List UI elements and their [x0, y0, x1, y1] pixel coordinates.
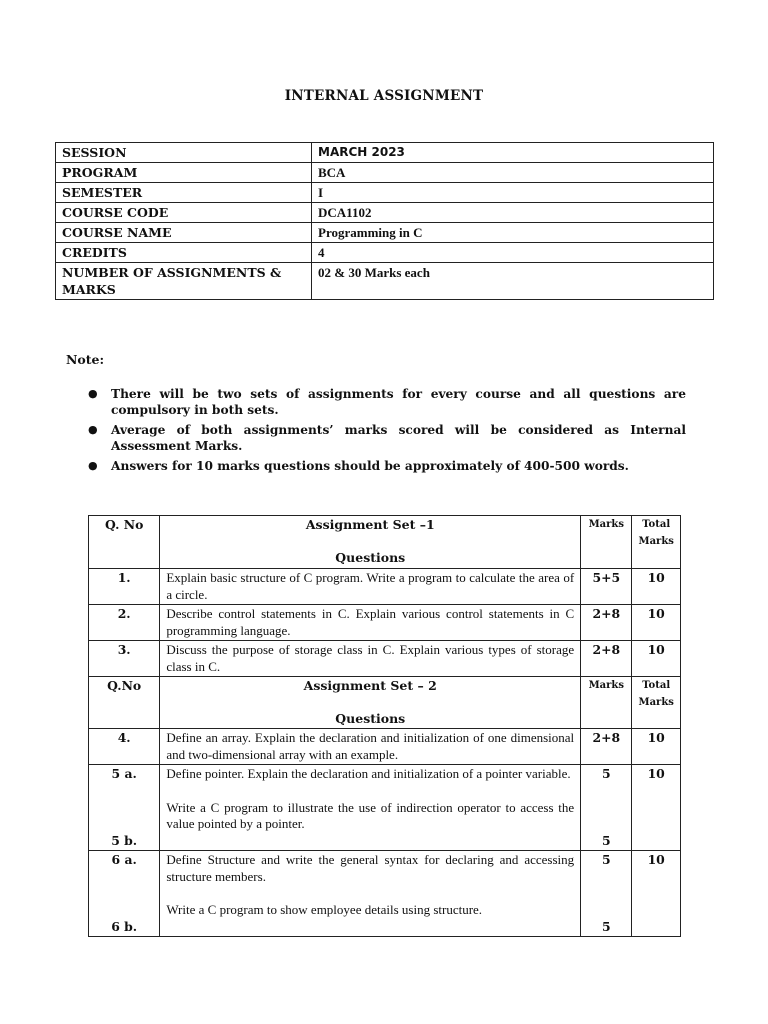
marks-value: 5 — [601, 766, 611, 781]
total-marks-header: Total Marks — [632, 516, 681, 569]
question-number: 6 b. — [111, 918, 138, 934]
marks-value: 5 — [601, 918, 611, 934]
info-label: PROGRAM — [56, 163, 312, 183]
marks-value: 2+8 — [581, 729, 632, 765]
table-row — [89, 729, 681, 765]
course-info-table — [55, 142, 714, 300]
question-text: Discuss the purpose of storage class in C. Explain various types of storage class in C. — [160, 641, 581, 677]
marks-header: Marks — [581, 677, 632, 729]
note-heading: Note: — [66, 352, 105, 367]
question-text: Define pointer. Explain the declaration and initialization of a pointer variable. — [166, 766, 571, 781]
question-number-pair — [89, 765, 160, 851]
info-row-course-name — [56, 223, 714, 243]
set2-title: Assignment Set – 2 — [303, 678, 437, 693]
marks-header: Marks — [581, 516, 632, 569]
info-value: Programming in C — [312, 223, 714, 243]
qno-header: Q.No — [89, 677, 160, 729]
note-text: There will be two sets of assignments for every course and all questions are compulsory in both sets. — [111, 387, 686, 417]
bullet-icon: ● — [88, 387, 98, 400]
question-text-pair — [160, 851, 581, 937]
question-text: Define Structure and write the general syntax for declaring and accessing structure members. — [166, 852, 575, 884]
question-number: 4. — [89, 729, 160, 765]
info-label: COURSE CODE — [56, 203, 312, 223]
table-row — [89, 641, 681, 677]
info-row-program — [56, 163, 714, 183]
set1-header-row — [89, 516, 681, 569]
table-row — [89, 569, 681, 605]
info-row-semester — [56, 183, 714, 203]
list-item — [86, 458, 686, 474]
note-text: Average of both assignments’ marks scored will be considered as Internal Assessment Marks. — [111, 423, 686, 453]
info-value: 02 & 30 Marks each — [312, 263, 714, 300]
list-item — [86, 422, 686, 454]
marks-value: 5 — [601, 852, 611, 867]
bullet-icon: ● — [88, 423, 98, 436]
question-text: Write a C program to show employee details using structure. — [166, 902, 483, 917]
note-text: Answers for 10 marks questions should be approximately of 400-500 words. — [111, 459, 629, 473]
list-item — [86, 386, 686, 418]
assignment-table — [88, 515, 681, 937]
question-number: 5 a. — [111, 766, 137, 781]
total-marks-header: Total Marks — [632, 677, 681, 729]
question-number: 1. — [89, 569, 160, 605]
total-value: 10 — [632, 605, 681, 641]
info-row-course-code — [56, 203, 714, 223]
table-row — [89, 765, 681, 851]
info-row-session — [56, 143, 714, 163]
set1-questions-label: Questions — [335, 549, 406, 565]
question-number: 3. — [89, 641, 160, 677]
info-label: CREDITS — [56, 243, 312, 263]
info-label: NUMBER OF ASSIGNMENTS & MARKS — [56, 263, 312, 300]
question-text: Write a C program to illustrate the use of indirection operator to access the value pointed by a pointer. — [166, 799, 575, 831]
question-number: 2. — [89, 605, 160, 641]
set2-title-cell — [160, 677, 581, 729]
question-number: 5 b. — [111, 832, 138, 848]
document-title: INTERNAL ASSIGNMENT — [284, 88, 484, 104]
info-row-assignments — [56, 263, 714, 300]
question-text-pair — [160, 765, 581, 851]
info-value: 4 — [312, 243, 714, 263]
question-number-pair — [89, 851, 160, 937]
total-value: 10 — [632, 851, 681, 937]
info-value: MARCH 2023 — [312, 143, 714, 163]
set1-title: Assignment Set –1 — [305, 517, 435, 532]
info-value: I — [312, 183, 714, 203]
marks-pair — [581, 851, 632, 937]
table-row — [89, 605, 681, 641]
info-value: BCA — [312, 163, 714, 183]
question-text: Describe control statements in C. Explain various control statements in C programming language. — [160, 605, 581, 641]
set2-questions-label: Questions — [335, 710, 406, 726]
marks-value: 2+8 — [581, 641, 632, 677]
marks-pair — [581, 765, 632, 851]
qno-header: Q. No — [89, 516, 160, 569]
total-value: 10 — [632, 569, 681, 605]
info-row-credits — [56, 243, 714, 263]
total-value: 10 — [632, 765, 681, 851]
total-value: 10 — [632, 729, 681, 765]
question-number: 6 a. — [111, 852, 137, 867]
question-text: Define an array. Explain the declaration and initialization of one dimensional and two-dimensional array with an example. — [160, 729, 581, 765]
total-value: 10 — [632, 641, 681, 677]
marks-value: 2+8 — [581, 605, 632, 641]
marks-value: 5+5 — [581, 569, 632, 605]
bullet-icon: ● — [88, 459, 98, 472]
question-text: Explain basic structure of C program. Write a program to calculate the area of a circle. — [160, 569, 581, 605]
table-row — [89, 851, 681, 937]
info-label: SEMESTER — [56, 183, 312, 203]
info-label: SESSION — [56, 143, 312, 163]
set1-title-cell — [160, 516, 581, 569]
marks-value: 5 — [601, 832, 611, 848]
info-label: COURSE NAME — [56, 223, 312, 243]
note-list — [86, 386, 686, 478]
info-value: DCA1102 — [312, 203, 714, 223]
set2-header-row — [89, 677, 681, 729]
